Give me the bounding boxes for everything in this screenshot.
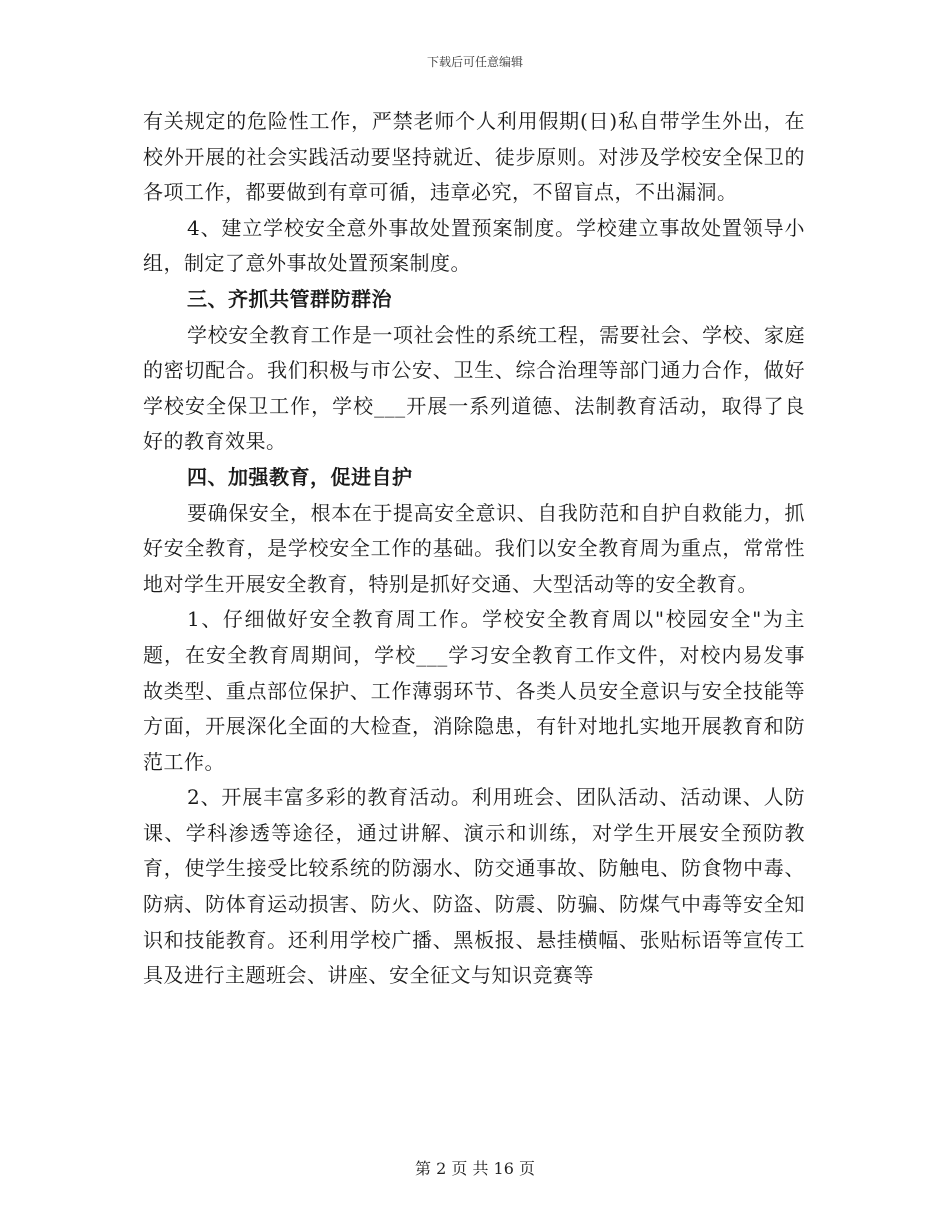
document-body [143, 104, 805, 994]
paragraph-3: 学校安全教育工作是一项社会性的系统工程，需要社会、学校、家庭的密切配合。我们积极与市公安、卫生、综合治理等部门通力合作，做好学校安全保卫工作，学校___开展一系列道德、法制教育活动，取得了良好的教育效果。 [143, 322, 805, 454]
paragraph-4: 要确保安全，根本在于提高安全意识、自我防范和自护自救能力，抓好安全教育，是学校安全工作的基础。我们以安全教育周为重点，常常性地对学生开展安全教育，特别是抓好交通、大型活动等的安全教育。 [143, 500, 805, 596]
section-heading-4: 四、加强教育，促进自护 [187, 464, 413, 489]
paragraph-5: 1、仔细做好安全教育周工作。学校安全教育周以"校园安全"为主题，在安全教育周期间，学校___学习安全教育工作文件，对校内易发事故类型、重点部位保护、工作薄弱环节、各类人员安全意识与安全技能等方面，开展深化全面的大检查，消除隐患，有针对地扎实地开展教育和防范工作。 [143, 607, 805, 774]
page-footer: 第 2 页 共 16 页 [415, 1159, 535, 1178]
paragraph-6: 2、开展丰富多彩的教育活动。利用班会、团队活动、活动课、人防课、学科渗透等途径，通过讲解、演示和训练，对学生开展安全预防教育，使学生接受比较系统的防溺水、防交通事故、防触电、防食物中毒、防病、防体育运动损害、防火、防盗、防震、防骗、防煤气中毒等安全知识和技能教育。还利用学校广播、黑板报、悬挂横幅、张贴标语等宣传工具及进行主题班会、讲座、安全征文与知识竞赛等 [143, 785, 805, 988]
paragraph-2: 4、建立学校安全意外事故处置预案制度。学校建立事故处置领导小组，制定了意外事故处置预案制度。 [143, 215, 805, 276]
section-heading-3: 三、齐抓共管群防群治 [187, 286, 392, 311]
paragraph-1: 有关规定的危险性工作，严禁老师个人利用假期(日)私自带学生外出，在校外开展的社会实践活动要坚持就近、徒步原则。对涉及学校安全保卫的各项工作，都要做到有章可循，违章必究，不留盲点，不出漏洞。 [143, 109, 805, 205]
page-header: 下载后可任意编辑 [426, 55, 523, 69]
